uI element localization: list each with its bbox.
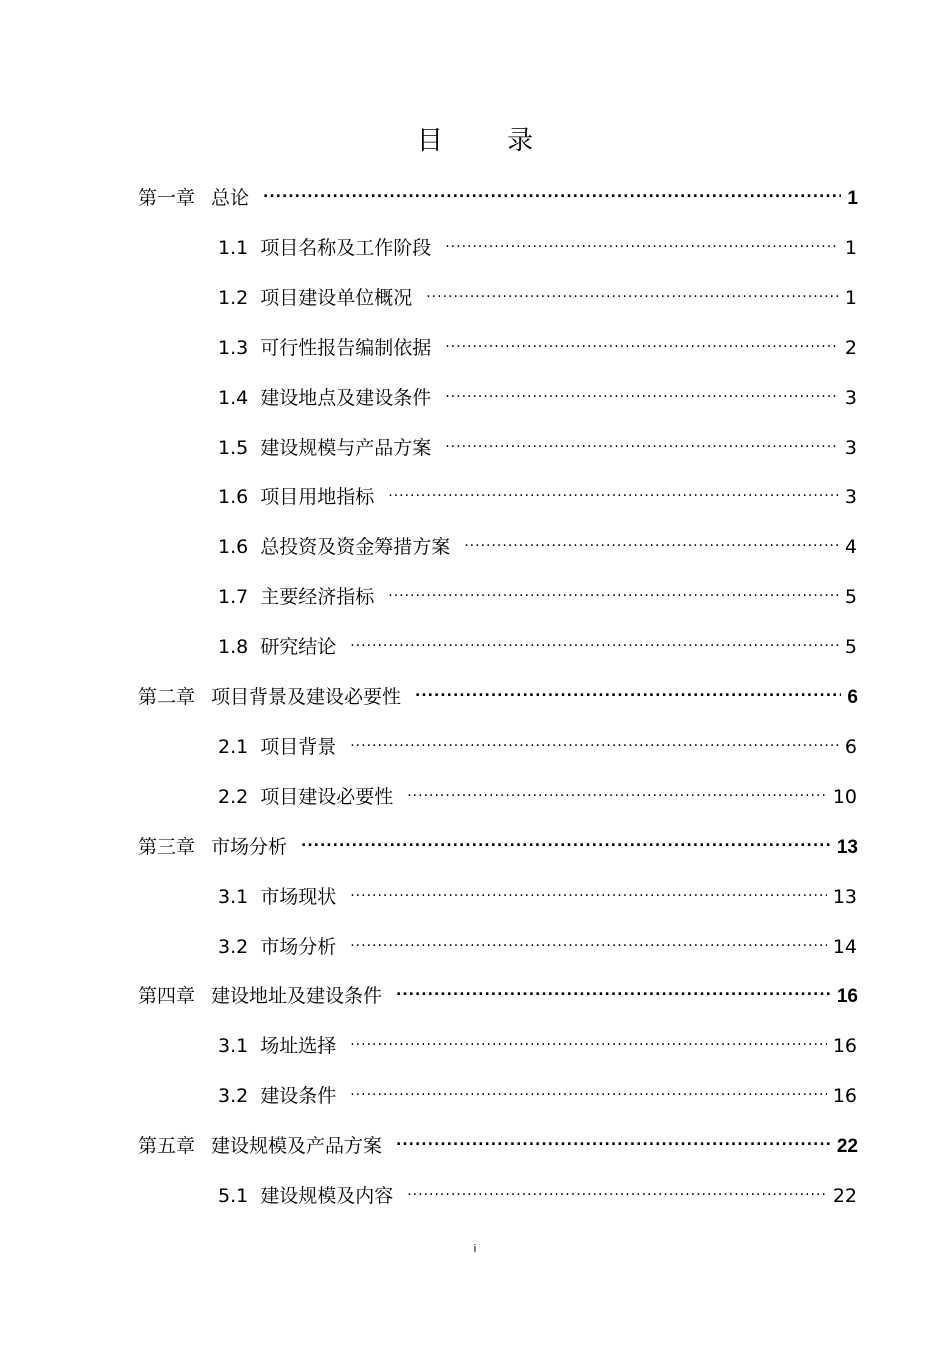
toc-entry-page-number: 1 [844,237,857,259]
toc-entry-number: 2.1 [218,736,249,758]
toc-chapter-entry[interactable] [138,1128,858,1159]
toc-section-entry[interactable] [218,1178,857,1208]
dot-leader [445,330,839,354]
toc-entry-title: 市场分析 [260,936,337,958]
toc-entry-page-number: 6 [847,687,858,708]
toc-entry-page-number: 13 [836,837,858,858]
toc-entry-title: 场址选择 [260,1035,337,1057]
toc-entry-number: 3.1 [218,1035,249,1057]
toc-section-entry[interactable] [218,1028,857,1058]
dot-leader [350,729,839,753]
toc-entry-title: 项目名称及工作阶段 [260,237,432,259]
toc-chapter-entry[interactable] [138,829,858,860]
toc-section-entry[interactable] [218,529,857,559]
toc-entry-page-number: 1 [844,287,857,309]
dot-leader [388,579,839,603]
toc-entry-title: 建设规模与产品方案 [260,437,432,459]
toc-entry-title: 总论 [211,187,250,209]
dot-leader [301,829,831,853]
toc-entry-title: 研究结论 [260,636,337,658]
dot-leader [388,479,839,503]
dot-leader [445,430,839,454]
dot-leader [350,929,827,953]
toc-entry-title: 建设条件 [260,1085,337,1107]
toc-entry-page-number: 2 [844,337,857,359]
page-title: 目 录 [416,126,562,156]
toc-entry-number: 第三章 [138,836,196,858]
toc-entry-number: 2.2 [218,786,249,808]
toc-section-entry[interactable] [218,579,857,609]
toc-section-entry[interactable] [218,380,857,410]
toc-entry-title: 建设地址及建设条件 [211,985,383,1007]
toc-entry-title: 总投资及资金筹措方案 [260,536,451,558]
toc-section-entry[interactable] [218,430,857,460]
toc-entry-number: 3.2 [218,1085,249,1107]
toc-entry-page-number: 16 [832,1035,857,1057]
toc-entry-title: 市场分析 [211,836,288,858]
toc-entry-title: 建设地点及建设条件 [260,387,432,409]
toc-entry-page-number: 3 [844,486,857,508]
toc-entry-title: 项目背景及建设必要性 [211,686,402,708]
toc-entry-title: 项目背景 [260,736,337,758]
dot-leader [445,230,839,254]
toc-entry-number: 1.2 [218,287,249,309]
toc-entry-number: 3.1 [218,886,249,908]
toc-entry-title: 项目用地指标 [260,486,375,508]
toc-entry-page-number: 4 [844,536,857,558]
toc-entry-number: 1.8 [218,636,249,658]
toc-chapter-entry[interactable] [138,180,858,211]
toc-entry-page-number: 3 [844,437,857,459]
toc-entry-number: 1.5 [218,437,249,459]
dot-leader [350,879,827,903]
dot-leader [415,679,841,703]
dot-leader [464,529,839,553]
toc-entry-number: 1.3 [218,337,249,359]
toc-section-entry[interactable] [218,330,857,360]
toc-entry-title: 建设规模及产品方案 [211,1135,383,1157]
dot-leader [350,629,839,653]
toc-entry-title: 项目建设单位概况 [260,287,413,309]
toc-entry-page-number: 22 [836,1136,858,1157]
toc-entry-page-number: 13 [832,886,857,908]
dot-leader [350,1078,827,1102]
dot-leader [426,280,839,304]
toc-entry-number: 第五章 [138,1135,196,1157]
toc-entry-page-number: 10 [832,786,857,808]
dot-leader [396,1128,831,1152]
toc-entry-title: 市场现状 [260,886,337,908]
toc-entry-page-number: 14 [832,936,857,958]
toc-entry-number: 第一章 [138,187,196,209]
toc-section-entry[interactable] [218,729,857,759]
toc-entry-number: 1.6 [218,486,249,508]
toc-entry-number: 1.4 [218,387,249,409]
toc-entry-number: 1.6 [218,536,249,558]
dot-leader [263,180,841,204]
toc-chapter-entry[interactable] [138,978,858,1009]
toc-entry-page-number: 6 [844,736,857,758]
toc-section-entry[interactable] [218,629,857,659]
toc-section-entry[interactable] [218,280,857,310]
toc-section-entry[interactable] [218,779,857,809]
toc-entry-number: 5.1 [218,1185,249,1207]
toc-entry-number: 第二章 [138,686,196,708]
toc-entry-title: 建设规模及内容 [260,1185,394,1207]
toc-section-entry[interactable] [218,929,857,959]
toc-entry-title: 可行性报告编制依据 [260,337,432,359]
toc-entry-page-number: 3 [844,387,857,409]
toc-section-entry[interactable] [218,879,857,909]
dot-leader [407,779,827,803]
toc-entry-title: 主要经济指标 [260,586,375,608]
toc-entry-number: 1.7 [218,586,249,608]
toc-entry-number: 第四章 [138,985,196,1007]
toc-section-entry[interactable] [218,479,857,509]
toc-chapter-entry[interactable] [138,679,858,710]
toc-entry-page-number: 1 [847,188,858,209]
toc-section-entry[interactable] [218,230,857,260]
toc-entry-title: 项目建设必要性 [260,786,394,808]
toc-entry-page-number: 5 [844,636,857,658]
page-number-footer: i [473,1243,477,1255]
toc-entry-page-number: 16 [836,986,858,1007]
toc-section-entry[interactable] [218,1078,857,1108]
dot-leader [350,1028,827,1052]
toc-entry-number: 3.2 [218,936,249,958]
dot-leader [445,380,839,404]
toc-entry-page-number: 16 [832,1085,857,1107]
dot-leader [396,978,831,1002]
toc-entry-number: 1.1 [218,237,249,259]
toc-entry-page-number: 22 [832,1185,857,1207]
dot-leader [407,1178,827,1202]
toc-entry-page-number: 5 [844,586,857,608]
